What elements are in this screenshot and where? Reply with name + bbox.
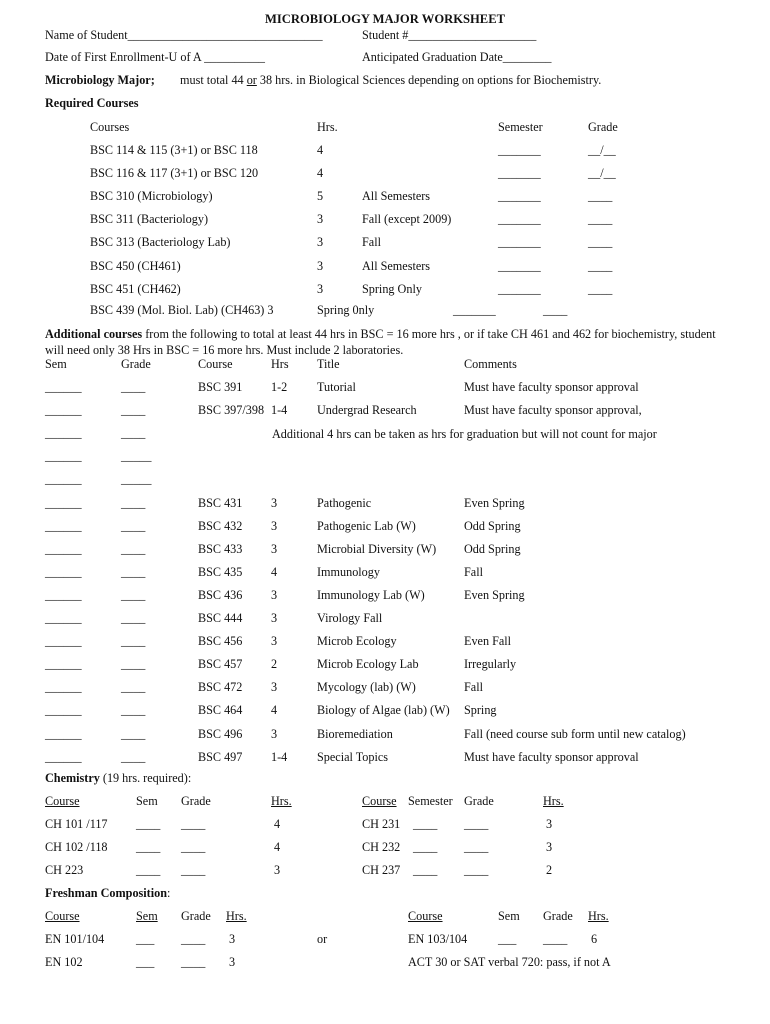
comp-right-grade[interactable]: ____ [543,932,568,946]
additional-row-title: Pathogenic Lab (W) [317,518,416,533]
additional-row-title: Immunology Lab (W) [317,587,425,602]
required-row-hrs: 5 [317,189,324,204]
major-requirement [180,74,601,86]
additional-row-comments: Must have faculty sponsor approval [464,380,639,394]
required-row-grade[interactable]: ____ [543,303,568,317]
additional-row-grade[interactable]: ____ [121,564,146,579]
required-row-grade[interactable]: __/__ [588,143,616,157]
additional-row-grade[interactable]: ____ [121,703,146,718]
required-row-hrs: 4 [317,143,324,157]
additional-row-course: BSC 433 [198,541,243,556]
additional-row-comments: Fall [464,564,483,579]
comp-row-hrs: 3 [229,932,236,946]
comp-header-course: Course [45,909,80,923]
comp-header-hrs-right: Hrs. [588,909,609,923]
additional-row-course: BSC 432 [198,518,243,533]
required-row-course: BSC 450 (CH461) [90,258,181,273]
required-row-hrs: 3 [317,258,324,273]
additional-row-course: BSC 464 [198,703,243,718]
additional-row-hrs: 3 [271,541,278,556]
additional-row-grade[interactable]: ____ [121,680,146,695]
chem-row-course: CH 101 /117 [45,817,108,831]
additional-row-grade[interactable]: ____ [121,380,146,394]
chem-right-course: CH 237 [362,863,401,877]
additional-row-course: BSC 435 [198,564,243,579]
chem-right-hrs: 2 [546,863,553,877]
composition-heading-label: Freshman Composition [45,886,167,900]
chem-row-grade[interactable]: ____ [181,817,206,831]
additional-row-grade[interactable]: ____ [121,541,146,556]
additional-row-hrs: 3 [271,518,278,533]
comp-header-grade: Grade [181,909,211,923]
additional-row-hrs: 1-4 [271,403,288,418]
additional-row-grade[interactable]: ____ [121,611,146,625]
additional-row-grade[interactable]: ____ [121,518,146,533]
chem-row-hrs: 4 [274,817,281,831]
additional-row-sem[interactable]: ______ [45,564,82,579]
additional-header-title: Title [317,357,340,371]
chem-right-course: CH 232 [362,840,401,854]
additional-row-comments: Odd Spring [464,541,521,556]
graduation-date-field[interactable]: Anticipated Graduation Date________ [362,50,552,64]
additional-row-sem[interactable]: ______ [45,726,82,741]
additional-row-hrs: 4 [271,564,278,579]
required-row-semester[interactable]: _______ [498,235,541,250]
additional-row-grade[interactable]: ____ [121,495,146,510]
additional-row-comments: Irregularly [464,657,517,672]
additional-row-comments: Must have faculty sponsor approval, [464,403,642,418]
comp-row-hrs: 3 [229,955,236,969]
comp-or: or [317,932,328,946]
chem-right-grade[interactable]: ____ [464,863,489,877]
comp-right-sem[interactable]: ___ [498,932,517,946]
additional-row-comments: Odd Spring [464,518,521,533]
comp-header-sem: Sem [136,909,158,923]
chem-row-sem[interactable]: ____ [136,863,161,877]
additional-row-sem[interactable]: ______ [45,634,82,649]
major-or: or [246,73,257,87]
required-row-semester[interactable]: _______ [453,303,496,317]
additional-row-title: Tutorial [317,380,356,394]
additional-row-course: BSC 472 [198,680,243,695]
required-row-grade[interactable]: ____ [588,281,613,296]
additional-row-grade[interactable]: ____ [121,426,146,441]
required-row-offered: Spring 0nly [317,303,375,317]
required-row-hrs: 3 [317,212,324,227]
required-row-semester[interactable]: _______ [498,212,541,227]
additional-courses-paragraph [45,327,735,358]
chem-row-course: CH 223 [45,863,84,877]
additional-row-sem[interactable]: ______ [45,587,82,602]
chem-right-course: CH 231 [362,817,401,831]
additional-row-title: Special Topics [317,749,389,764]
chem-row-course: CH 102 /118 [45,840,108,854]
additional-row-hrs: 1-4 [271,749,288,764]
composition-heading-colon: : [167,886,171,900]
chem-row-grade[interactable]: ____ [181,863,206,877]
additional-row-hrs: 3 [271,634,278,649]
additional-row-course: BSC 456 [198,634,243,649]
major-label: Microbiology Major; [45,73,155,87]
additional-note: Additional 4 hrs can be taken as hrs for graduation but will not count for major [272,427,657,441]
chem-row-hrs: 3 [274,863,281,877]
additional-courses-text: from the following to total at least 44 hrs in BSC = 16 more hrs , or if take CH 461 and 462 for biochemistry, student will need only 38 Hrs in BSC = 16 more hrs. Must include 2 laboratories. [45,327,716,357]
required-courses-heading: Required Courses [45,96,139,110]
major-text: must total 44 [180,73,247,87]
chem-row-hrs: 4 [274,840,281,854]
required-row-grade[interactable]: ____ [588,212,613,227]
chem-right-sem[interactable]: ____ [413,817,438,831]
additional-row-title: Mycology (lab) (W) [317,680,416,695]
chem-right-hrs: 3 [546,840,553,854]
additional-header-comments: Comments [464,357,517,371]
page-title: MICROBIOLOGY MAJOR WORKSHEET [265,12,506,26]
additional-row-comments: Spring [464,703,497,718]
additional-row-grade[interactable]: ____ [121,657,146,672]
required-row-course: BSC 311 (Bacteriology) [90,212,209,227]
composition-heading [45,887,170,899]
additional-row-comments: Even Fall [464,634,512,649]
additional-row-course: BSC 496 [198,726,243,741]
comp-row-course: EN 101/104 [45,932,105,946]
chemistry-heading-label: Chemistry [45,771,100,785]
act-note: ACT 30 or SAT verbal 720: pass, if not A [408,955,611,969]
additional-row-sem[interactable]: ______ [45,495,82,510]
required-row-grade[interactable]: __/__ [588,166,616,181]
chem-right-sem[interactable]: ____ [413,863,438,877]
additional-row-title: Pathogenic [317,495,372,510]
student-number-field[interactable]: Student #_____________________ [362,28,537,42]
additional-row-hrs: 3 [271,726,278,741]
chem-header-grade-right: Grade [464,794,494,808]
required-row-course: BSC 116 & 117 (3+1) or BSC 120 [90,166,259,181]
additional-row-course: BSC 436 [198,587,243,602]
required-row-course: BSC 310 (Microbiology) [90,189,213,204]
additional-row-hrs: 4 [271,703,278,718]
additional-row-title: Microb Ecology Lab [317,657,419,672]
required-header-semester: Semester [498,120,543,134]
additional-row-grade[interactable]: _____ [121,472,152,487]
additional-row-grade[interactable]: ____ [121,726,146,741]
additional-row-sem[interactable]: ______ [45,703,82,718]
required-row-course: BSC 313 (Bacteriology Lab) [90,235,231,250]
additional-row-title: Microbial Diversity (W) [317,541,437,556]
additional-row-hrs: 3 [271,495,278,510]
comp-row-sem[interactable]: ___ [136,955,155,969]
additional-row-grade[interactable]: ____ [121,403,146,418]
additional-row-sem[interactable]: ______ [45,657,82,672]
comp-header-hrs: Hrs. [226,909,247,923]
required-row-offered: Fall (except 2009) [362,212,452,227]
additional-row-sem[interactable]: ______ [45,403,82,418]
additional-row-hrs: 3 [271,587,278,602]
additional-row-title: Undergrad Research [317,403,417,418]
chem-right-sem[interactable]: ____ [413,840,438,854]
additional-row-hrs: 3 [271,680,278,695]
required-row-semester[interactable]: _______ [498,281,541,296]
additional-row-comments: Must have faculty sponsor approval [464,749,639,764]
required-row-semester[interactable]: _______ [498,189,541,204]
chem-header-course: Course [45,794,80,808]
chem-header-semester-right: Semester [408,794,453,808]
additional-row-course: BSC 397/398 [198,403,265,418]
additional-row-course: BSC 444 [198,611,243,625]
additional-row-sem[interactable]: ______ [45,518,82,533]
additional-row-sem[interactable]: ______ [45,749,82,764]
additional-row-title: Virology Fall [317,611,383,625]
additional-row-comments: Even Spring [464,495,525,510]
additional-row-grade[interactable]: ____ [121,634,146,649]
additional-row-title: Microb Ecology [317,634,397,649]
required-row-course: BSC 439 (Mol. Biol. Lab) (CH463) 3 [90,303,274,317]
additional-row-grade[interactable]: _____ [121,449,152,464]
required-row-course: BSC 451 (CH462) [90,281,181,296]
additional-courses-lead: Additional courses [45,327,143,341]
first-enrollment-field[interactable]: Date of First Enrollment-U of A __________ [45,50,266,64]
chem-right-hrs: 3 [546,817,553,831]
additional-header-hrs: Hrs [271,357,289,371]
additional-row-hrs: 2 [271,657,278,672]
additional-row-sem[interactable]: ______ [45,680,82,695]
additional-row-sem[interactable]: ______ [45,541,82,556]
additional-header-grade: Grade [121,357,151,371]
comp-header-sem-right: Sem [498,909,520,923]
additional-row-course: BSC 457 [198,657,243,672]
additional-row-title: Immunology [317,564,380,579]
additional-row-sem[interactable]: ______ [45,426,82,441]
additional-row-grade[interactable]: ____ [121,587,146,602]
additional-row-sem[interactable]: ______ [45,472,82,487]
required-header-courses: Courses [90,120,130,134]
additional-row-sem[interactable]: ______ [45,449,82,464]
comp-row-grade[interactable]: ____ [181,932,206,946]
additional-row-title: Biology of Algae (lab) (W) [317,703,450,718]
required-header-grade: Grade [588,120,618,134]
required-row-semester[interactable]: _______ [498,258,541,273]
chem-right-grade[interactable]: ____ [464,840,489,854]
required-row-hrs: 4 [317,166,324,181]
required-row-course: BSC 114 & 115 (3+1) or BSC 118 [90,143,258,157]
required-row-hrs: 3 [317,235,324,250]
chem-header-hrs-right: Hrs. [543,794,564,808]
required-row-offered: All Semesters [362,258,431,273]
additional-row-course: BSC 497 [198,749,243,764]
additional-header-course: Course [198,357,233,371]
required-row-hrs: 3 [317,281,324,296]
required-row-grade[interactable]: ____ [588,258,613,273]
additional-row-comments: Even Spring [464,587,525,602]
additional-row-hrs: 3 [271,611,278,625]
required-header-hrs: Hrs. [317,120,338,134]
additional-row-course: BSC 391 [198,380,243,394]
chem-row-sem[interactable]: ____ [136,840,161,854]
required-row-semester[interactable]: _______ [498,166,541,181]
additional-row-comments: Fall (need course sub form until new catalog) [464,726,686,741]
chem-header-hrs: Hrs. [271,794,292,808]
chem-header-course-right: Course [362,794,397,808]
additional-row-comments: Fall [464,680,483,695]
additional-row-sem[interactable]: ______ [45,380,82,394]
required-row-offered: Spring Only [362,281,422,296]
required-row-offered: Fall [362,235,381,250]
chem-header-grade: Grade [181,794,211,808]
student-name-field[interactable]: Name of Student________________________________ [45,28,323,42]
additional-row-title: Bioremediation [317,726,393,741]
chem-row-grade[interactable]: ____ [181,840,206,854]
comp-right-hrs: 6 [591,932,598,946]
comp-row-course: EN 102 [45,955,83,969]
comp-right-course: EN 103/104 [408,932,468,946]
comp-header-grade-right: Grade [543,909,573,923]
comp-row-grade[interactable]: ____ [181,955,206,969]
chemistry-heading-note: (19 hrs. required): [99,771,192,785]
chem-right-grade[interactable]: ____ [464,817,489,831]
additional-row-sem[interactable]: ______ [45,611,82,625]
additional-row-course: BSC 431 [198,495,243,510]
additional-header-sem: Sem [45,357,67,371]
chemistry-heading [45,772,191,784]
chem-header-sem: Sem [136,794,158,808]
additional-row-hrs: 1-2 [271,380,288,394]
chem-row-sem[interactable]: ____ [136,817,161,831]
major-text-2: 38 hrs. in Biological Sciences depending on options for Biochemistry. [256,73,602,87]
additional-row-grade[interactable]: ____ [121,749,146,764]
required-row-grade[interactable]: ____ [588,235,613,250]
required-row-grade[interactable]: ____ [588,189,613,204]
required-row-semester[interactable]: _______ [498,143,541,157]
comp-row-sem[interactable]: ___ [136,932,155,946]
comp-header-course-right: Course [408,909,443,923]
required-row-offered: All Semesters [362,189,431,204]
